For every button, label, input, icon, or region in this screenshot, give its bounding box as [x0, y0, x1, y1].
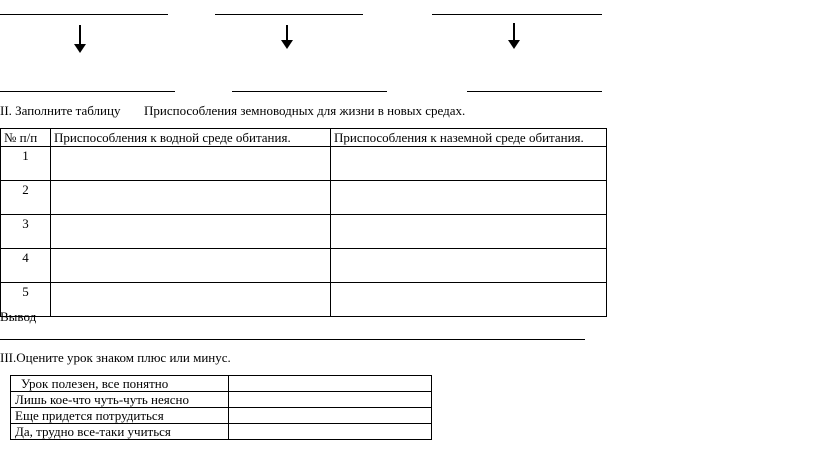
header-number: № п/п: [1, 129, 51, 147]
water-adaptation-cell[interactable]: [51, 249, 331, 283]
row-number: 1: [1, 147, 51, 181]
blank-line-bottom-1: [0, 91, 175, 92]
water-adaptation-cell[interactable]: [51, 283, 331, 317]
arrow-down-icon: [74, 25, 86, 53]
header-land: Приспособления к наземной среде обитания.: [331, 129, 607, 147]
rating-mark-cell[interactable]: [229, 424, 432, 440]
water-adaptation-cell[interactable]: [51, 215, 331, 249]
arrow-down-icon: [281, 25, 293, 49]
table-header-row: [1, 129, 607, 147]
table-row: [1, 215, 607, 249]
table-row: [1, 249, 607, 283]
row-number: 3: [1, 215, 51, 249]
rating-option: Еще придется потрудиться: [11, 408, 229, 424]
rating-option: Да, трудно все-таки учиться: [11, 424, 229, 440]
rating-option: Лишь кое-что чуть-чуть неясно: [11, 392, 229, 408]
land-adaptation-cell[interactable]: [331, 215, 607, 249]
water-adaptation-cell[interactable]: [51, 147, 331, 181]
conclusion-label: Вывод: [0, 309, 37, 324]
table-row: [11, 376, 432, 392]
table-row: [11, 424, 432, 440]
row-number: 5: [1, 283, 51, 317]
land-adaptation-cell[interactable]: [331, 181, 607, 215]
blank-line-bottom-2: [232, 91, 387, 92]
table-row: [1, 181, 607, 215]
land-adaptation-cell[interactable]: [331, 147, 607, 181]
rating-mark-cell[interactable]: [229, 376, 432, 392]
arrow-down-icon: [508, 23, 520, 49]
conclusion-line[interactable]: [0, 339, 585, 340]
water-adaptation-cell[interactable]: [51, 181, 331, 215]
rating-mark-cell[interactable]: [229, 392, 432, 408]
table-row: [1, 283, 607, 317]
header-water: Приспособления к водной среде обитания.: [51, 129, 331, 147]
blank-line-top-3: [432, 14, 602, 15]
rating-mark-cell[interactable]: [229, 408, 432, 424]
table-row: [11, 408, 432, 424]
section-3-title: III.Оцените урок знаком плюс или минус.: [0, 350, 231, 365]
section-2-title-text: Приспособления земноводных для жизни в новых средах.: [144, 103, 466, 118]
blank-line-top-2: [215, 14, 363, 15]
row-number: 4: [1, 249, 51, 283]
section-2-title-number: II. Заполните таблицу: [0, 103, 121, 118]
rating-option: Урок полезен, все понятно: [11, 376, 229, 392]
row-number: 2: [1, 181, 51, 215]
rating-table: [10, 375, 432, 440]
table-row: [11, 392, 432, 408]
blank-line-bottom-3: [467, 91, 602, 92]
adaptations-table: [0, 128, 607, 317]
land-adaptation-cell[interactable]: [331, 249, 607, 283]
table-row: [1, 147, 607, 181]
blank-line-top-1: [0, 14, 168, 15]
land-adaptation-cell[interactable]: [331, 283, 607, 317]
